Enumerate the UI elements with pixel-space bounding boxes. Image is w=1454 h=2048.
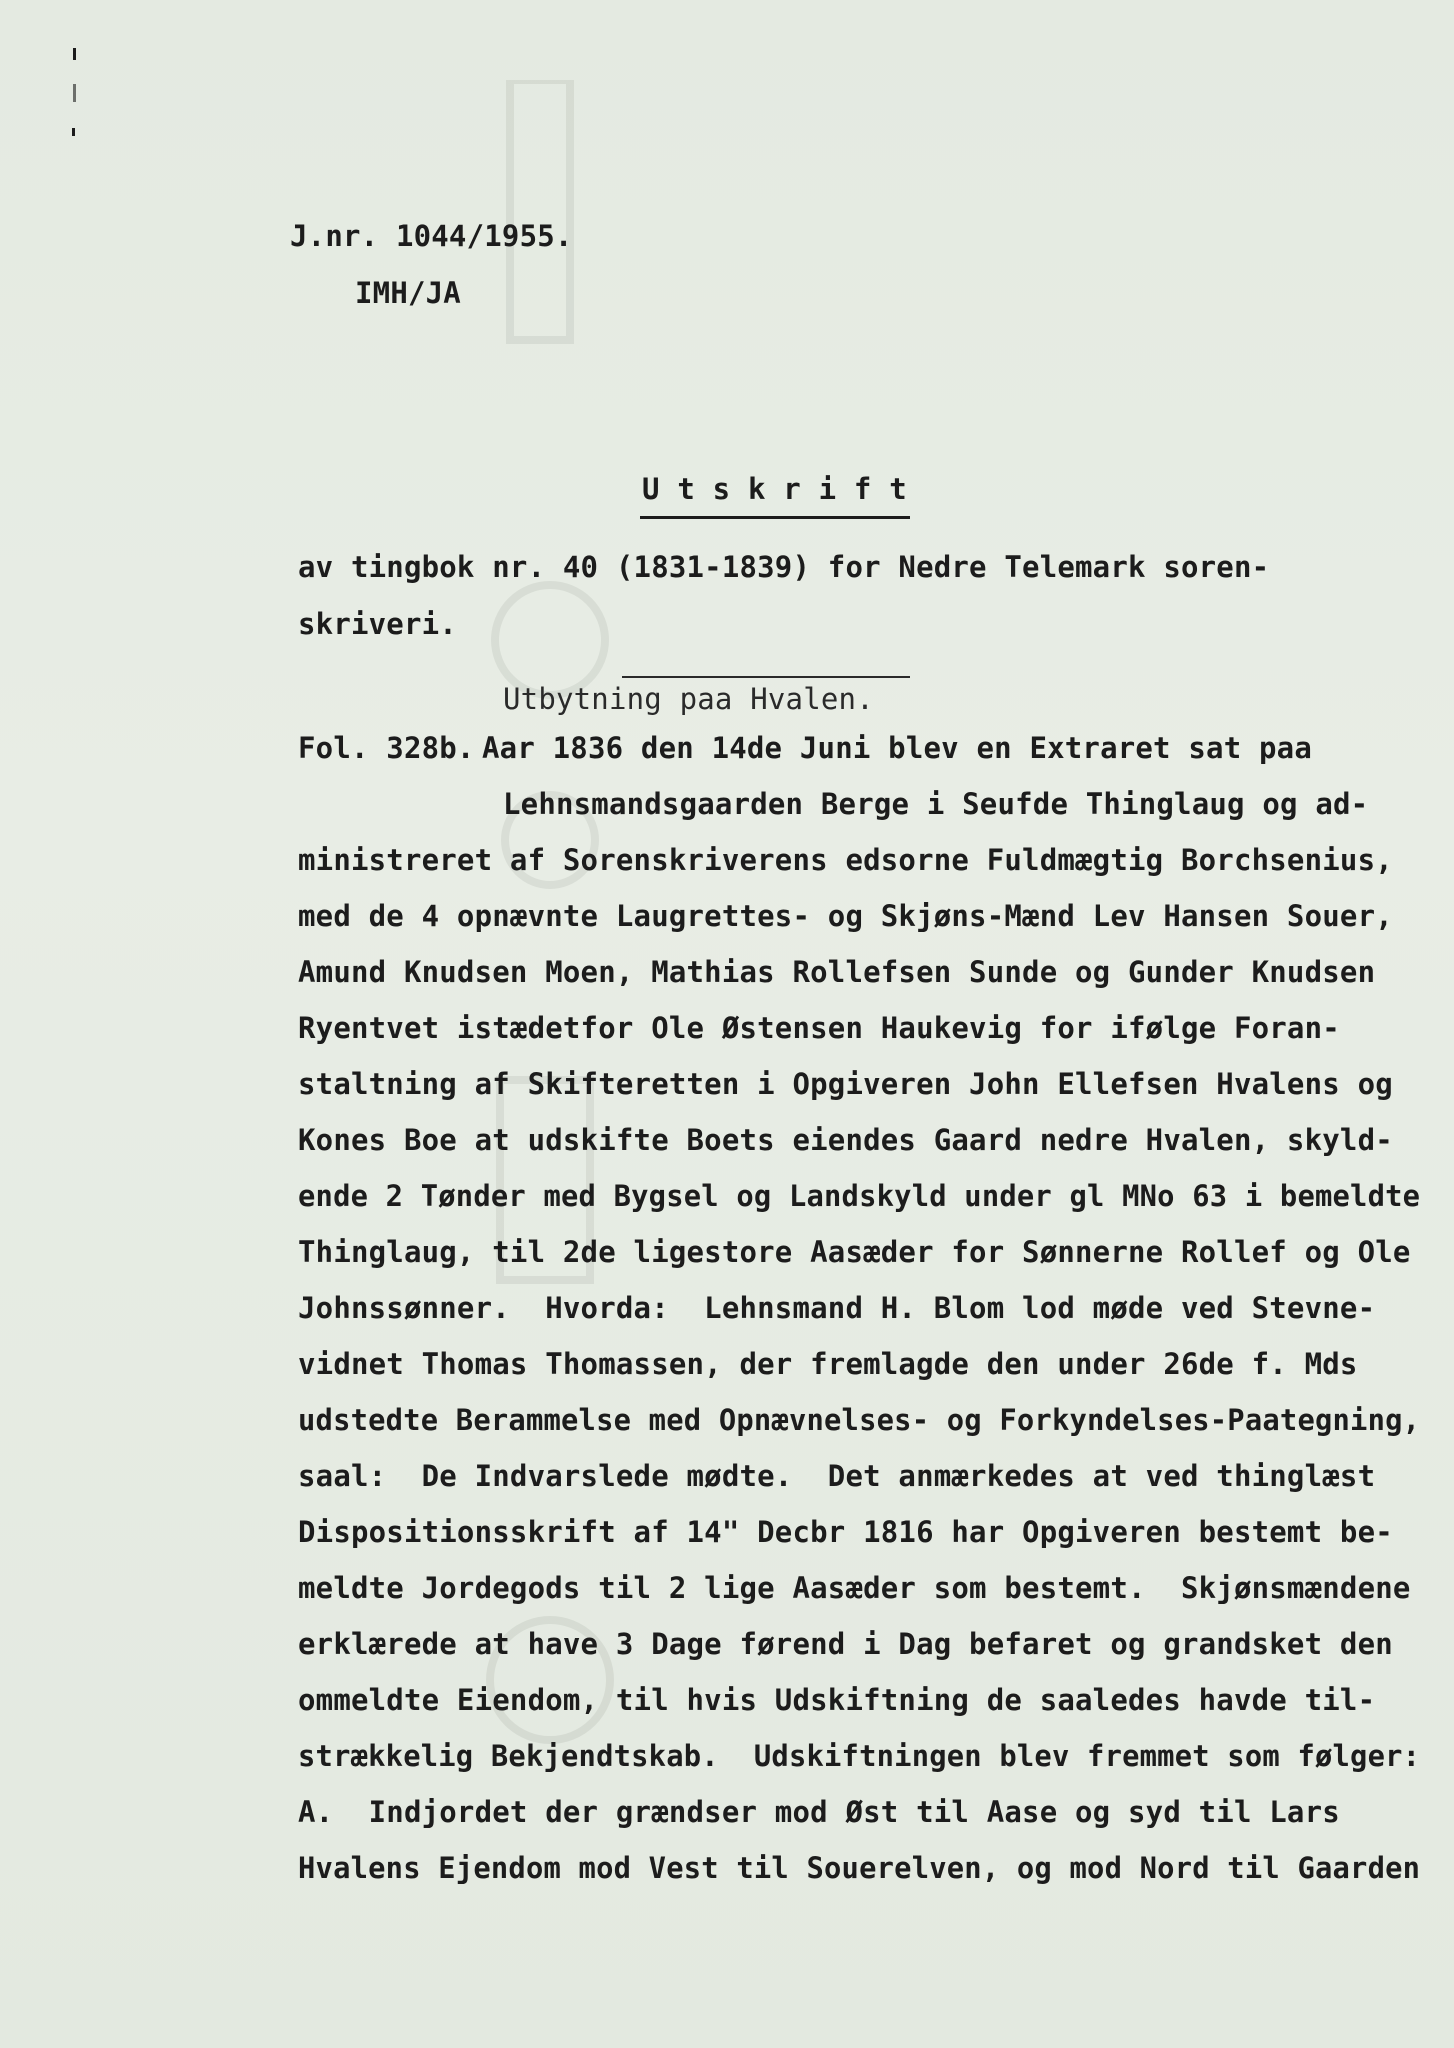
body-line: staltning af Skifteretten i Opgiveren John Ellefsen Hvalens og <box>298 1067 1393 1101</box>
body-line: strækkelig Bekjendtskab. Udskiftningen blev fremmet som følger: <box>298 1739 1421 1773</box>
body-line: saal: De Indvarslede mødte. Det anmærkedes at ved thinglæst <box>298 1459 1376 1493</box>
edge-mark-1 <box>73 48 76 60</box>
body-line: ommeldte Eiendom, til hvis Udskiftning de saaledes havde til- <box>298 1683 1376 1717</box>
body-line: Johnssønner. Hvorda: Lehnsmand H. Blom lod møde ved Stevne- <box>298 1291 1376 1325</box>
edge-mark-2 <box>73 84 76 102</box>
initials: IMH/JA <box>355 276 461 310</box>
body-line: A. Indjordet der grændser mod Øst til Aase og syd til Lars <box>298 1795 1340 1829</box>
body-line: erklærede at have 3 Dage førend i Dag befaret og grandsket den <box>298 1627 1393 1661</box>
subtitle-overline <box>622 676 910 678</box>
folio-label: Fol. 328b. <box>298 731 475 765</box>
body-line: Kones Boe at udskifte Boets eiendes Gaard nedre Hvalen, skyld- <box>298 1123 1393 1157</box>
journal-number: J.nr. 1044/1955. <box>290 219 573 253</box>
body-line: Hvalens Ejendom mod Vest til Souerelven, og mod Nord til Gaarden <box>298 1851 1421 1885</box>
edge-mark-3 <box>72 128 75 136</box>
body-line: vidnet Thomas Thomassen, der fremlagde den under 26de f. Mds <box>298 1347 1358 1381</box>
subtitle: Utbytning paa Hvalen. <box>503 682 874 716</box>
body-line: ministreret af Sorenskriverens edsorne Fuldmægtig Borchsenius, <box>298 843 1393 877</box>
body-line: Amund Knudsen Moen, Mathias Rollefsen Sunde og Gunder Knudsen <box>298 955 1376 989</box>
intro-line-1: av tingbok nr. 40 (1831-1839) for Nedre Telemark soren- <box>298 550 1270 584</box>
body-line: Dispositionsskrift af 14" Decbr 1816 har Opgiveren bestemt be- <box>298 1515 1393 1549</box>
body-line: Lehnsmandsgaarden Berge i Seufde Thinglaug og ad- <box>503 787 1369 821</box>
body-line: Thinglaug, til 2de ligestore Aasæder for Sønnerne Rollef og Ole <box>298 1235 1411 1269</box>
body-line: Ryentvet istædetfor Ole Østensen Haukevig for ifølge Foran- <box>298 1011 1340 1045</box>
body-line-first: Aar 1836 den 14de Juni blev en Extraret sat paa <box>482 731 1312 765</box>
document-title: U t s k r i f t <box>642 472 907 506</box>
body-line: meldte Jordegods til 2 lige Aasæder som bestemt. Skjønsmændene <box>298 1571 1411 1605</box>
body-line: udstedte Berammelse med Opnævnelses- og Forkyndelses-Paategning, <box>298 1403 1421 1437</box>
intro-line-2: skriveri. <box>298 607 457 641</box>
body-line: ende 2 Tønder med Bygsel og Landskyld under gl MNo 63 i bemeldte <box>298 1179 1421 1213</box>
title-underline <box>640 516 910 519</box>
body-line: med de 4 opnævnte Laugrettes- og Skjøns-Mænd Lev Hansen Souer, <box>298 899 1393 933</box>
